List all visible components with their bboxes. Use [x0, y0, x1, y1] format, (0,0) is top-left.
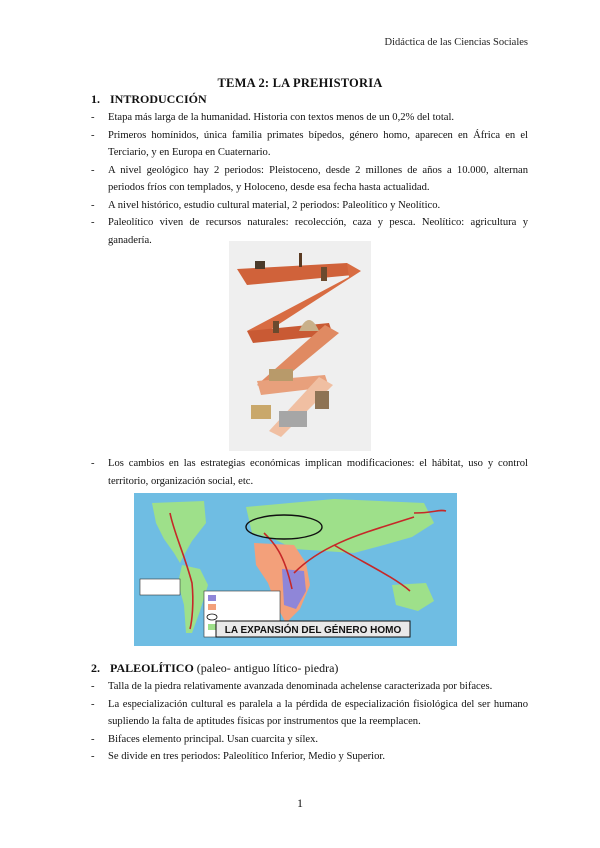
- page-number: 1: [297, 796, 303, 810]
- list-item: - Bifaces elemento principal. Usan cuarcita y sílex.: [91, 731, 528, 749]
- map-banner-text: LA EXPANSIÓN DEL GÉNERO HOMO: [224, 625, 402, 636]
- list-item: - La especialización cultural es paralela a la pérdida de especialización fisiológica del ser humano supliendo la falta de aptitudes físicas por instrumentos que la reemplacen.: [91, 696, 528, 731]
- list-item: - A nivel geológico hay 2 periodos: Pleistoceno, desde 2 millones de años a 10.000, alternan periodos fríos con templados, y Holoceno, desde esa fecha hasta actualidad.: [91, 162, 528, 197]
- list-item: - Los cambios en las estrategias económicas implican modificaciones: el hábitat, uso y control territorio, organización social, etc.: [91, 455, 528, 490]
- homo-expansion-map: [134, 493, 457, 646]
- prehistory-timeline-illustration: [229, 241, 371, 451]
- scene-field: [251, 405, 271, 419]
- list-item: - Talla de la piedra relativamente avanzada denominada achelense caracterizada por bifaces.: [91, 678, 528, 696]
- scene-animal: [255, 261, 265, 269]
- list-item: - Se divide en tres periodos: Paleolítico Inferior, Medio y Superior.: [91, 748, 528, 766]
- section-number: 2.: [91, 661, 100, 675]
- scene-figure: [321, 267, 327, 281]
- legend-swatch: [208, 624, 216, 630]
- section-title: PALEOLÍTICO: [110, 661, 194, 675]
- intro-bullet-list: [91, 109, 528, 249]
- page-title: TEMA 2: LA PREHISTORIA: [217, 76, 383, 90]
- map-legend-small: [140, 579, 180, 595]
- section-subtitle: (paleo- antiguo lítico- piedra): [196, 661, 339, 675]
- scene-hunter: [299, 253, 302, 267]
- header-course: Didáctica de las Ciencias Sociales: [384, 37, 528, 48]
- scene-dwelling: [269, 369, 293, 381]
- legend-swatch: [208, 595, 216, 601]
- paleolitico-bullet-list: [91, 678, 528, 766]
- section-heading-introduccion: [91, 92, 207, 107]
- list-item: - A nivel histórico, estudio cultural material, 2 periodos: Paleolítico y Neolítico.: [91, 197, 528, 215]
- scene-village: [279, 411, 307, 427]
- section-title: INTRODUCCIÓN: [110, 92, 207, 106]
- economic-change-bullet-list: [91, 455, 528, 490]
- legend-swatch: [208, 604, 216, 610]
- list-item: - Paleolítico viven de recursos naturales: recolección, caza y pesca. Neolítico: agricultura y ganadería.: [91, 214, 528, 249]
- scene-figure: [273, 321, 279, 333]
- scene-figure: [315, 391, 329, 409]
- list-item: - Etapa más larga de la humanidad. Historia con textos menos de un 0,2% del total.: [91, 109, 528, 127]
- section-number: 1.: [91, 92, 100, 106]
- list-item: - Primeros homínidos, única familia primates bípedos, género homo, aparecen en África en el Terciario, y en Europa en Cuaternario.: [91, 127, 528, 162]
- section-heading-paleolitico: [91, 661, 338, 676]
